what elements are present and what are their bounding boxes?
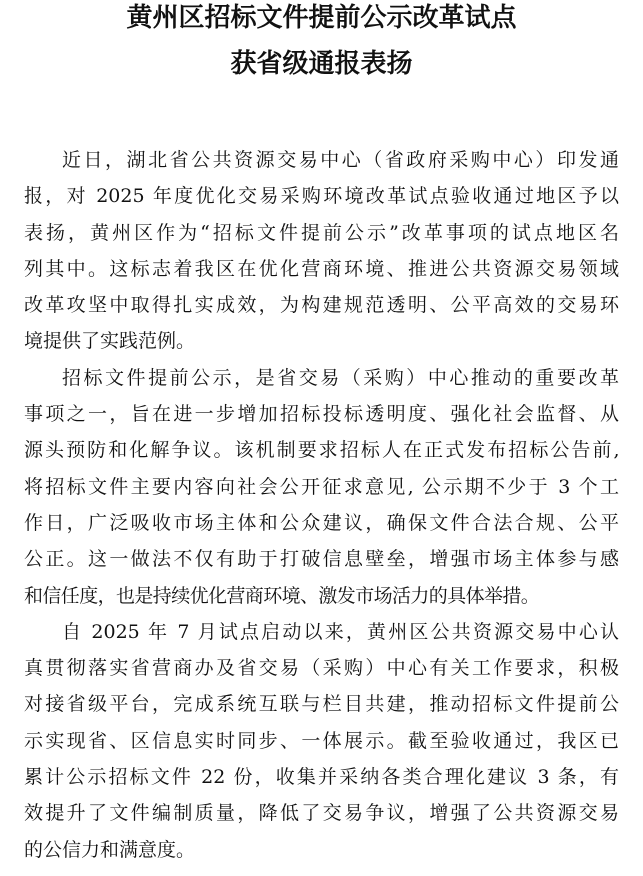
paragraph-3-line-6: 效提升了文件编制质量，降低了交易争议，增强了公共资源交易 [24,802,619,825]
paragraph-2-line-2: 事项之一，旨在进一步增加招标投标透明度、强化社会监督、从 [24,403,619,426]
paragraph-3-line-4: 示实现省、区信息实时同步、一体展示。截至验收通过，我区已 [24,729,619,752]
paragraph-2-line-4: 将招标文件主要内容向社会公开征求意见, 公示期不少于 3 个工 [24,475,619,498]
paragraph-2-line-5: 作日，广泛吸收市场主体和公众建议，确保文件合法合规、公平 [24,511,619,534]
paragraph-3-line-5: 累计公示招标文件 22 份，收集并采纳各类合理化建议 3 条，有 [24,766,619,789]
paragraph-1-line-6: 境提供了实践范例。 [24,330,196,353]
paragraph-2-line-6: 公正。这一做法不仅有助于打破信息壁垒，增强市场主体参与感 [24,548,619,571]
paragraph-2-line-1: 招标文件提前公示，是省交易（采购）中心推动的重要改革 [62,366,619,389]
paragraph-3-line-1: 自 2025 年 7 月试点启动以来，黄州区公共资源交易中心认 [62,620,619,643]
paragraph-1-line-3: 表扬，黄州区作为“招标文件提前公示”改革事项的试点地区名 [24,221,619,244]
article-title-line-1: 黄州区招标文件提前公示改革试点 [126,3,517,33]
paragraph-3-line-2: 真贯彻落实省营商办及省交易（采购）中心有关工作要求，积极 [24,657,619,680]
paragraph-3-line-3: 对接省级平台，完成系统互联与栏目共建，推动招标文件提前公 [24,693,619,716]
paragraph-3-line-7: 的公信力和满意度。 [24,838,196,861]
paragraph-1-line-1: 近日，湖北省公共资源交易中心（省政府采购中心）印发通 [62,149,619,171]
paragraph-1-line-4: 列其中。这标志着我区在优化营商环境、推进公共资源交易领域 [24,257,619,280]
paragraph-2-line-7: 和信任度，也是持续优化营商环境、激发市场活力的具体举措。 [24,584,540,607]
paragraph-2-line-3: 源头预防和化解争议。该机制要求招标人在正式发布招标公告前, [24,439,619,462]
article-body [24,142,619,868]
paragraph-1-line-5: 改革攻坚中取得扎实成效，为构建规范透明、公平高效的交易环 [24,294,619,317]
article-title-line-2: 获省级通报表扬 [230,49,413,79]
paragraph-1-line-2: 报，对 2025 年度优化交易采购环境改革试点验收通过地区予以 [24,185,619,208]
